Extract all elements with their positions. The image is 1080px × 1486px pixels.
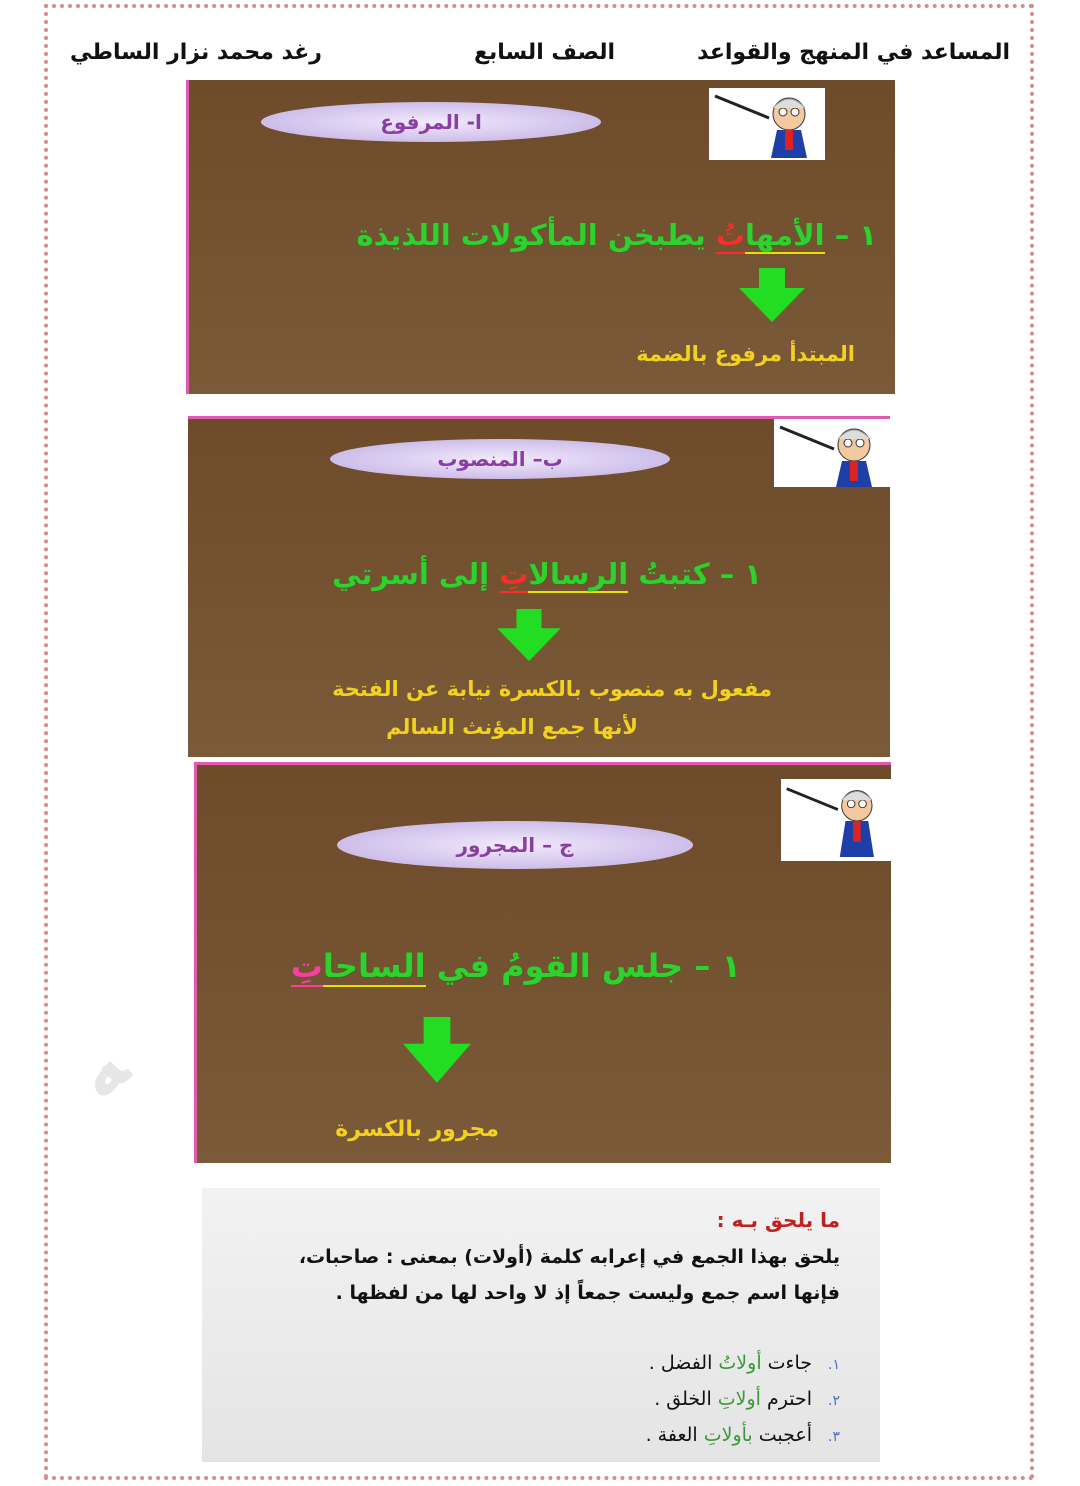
down-arrow-icon [737,268,807,324]
result-2a: مفعول به منصوب بالكسرة نيابة عن الفتحة [332,677,772,701]
bubble-marfoo: ا- المرفوع [261,102,601,142]
example-sentence-3: ١ – جلس القومُ في الساحاتِ [290,947,741,985]
down-arrow-icon [401,1017,473,1085]
book-title: المساعد في المنهج والقواعد [697,40,1010,65]
teacher-icon [774,419,890,487]
grade-label: الصف السابع [474,40,616,65]
example-sentence-2: ١ – كتبتُ الرسالاتِ إلى أسرتي [332,557,762,591]
example-item: ٢.احترم أولاتِ الخلق . [654,1388,840,1410]
result-3: مجرور بالكسرة [335,1117,499,1142]
note-box [202,1188,880,1462]
example-item: ٣.أعجبت بأولاتِ العفة . [645,1424,840,1446]
result-2b: لأنها جمع المؤنث السالم [386,715,638,739]
note-line-1: يلحق بهذا الجمع في إعرابه كلمة (أولات) بمعنى : صاحبات، [298,1246,840,1268]
watermark: ﻪ [58,1025,144,1117]
lesson-panel-marfoo [186,80,895,394]
example-item: ١.جاءت أولاتُ الفضل . [648,1352,840,1374]
result-1: المبتدأ مرفوع بالضمة [636,342,855,366]
lesson-panel-mansoob [188,416,890,757]
teacher-icon [709,88,825,160]
bubble-mansoob: ب– المنصوب [330,439,670,479]
lesson-panel-majroor [194,762,891,1163]
example-sentence-1: ١ – الأمهاتُ يطبخن المأكولات اللذيذة [356,218,877,252]
note-line-2: فإنها اسم جمع وليست جمعاً إذ لا واحد لها من لفظها . [335,1282,840,1304]
teacher-icon [781,779,891,861]
note-title: ما يلحق بـه : [716,1208,840,1232]
bubble-majroor: ج – المجرور [337,821,693,869]
down-arrow-icon [494,609,564,663]
author-name: رغد محمد نزار الساطي [70,40,322,65]
